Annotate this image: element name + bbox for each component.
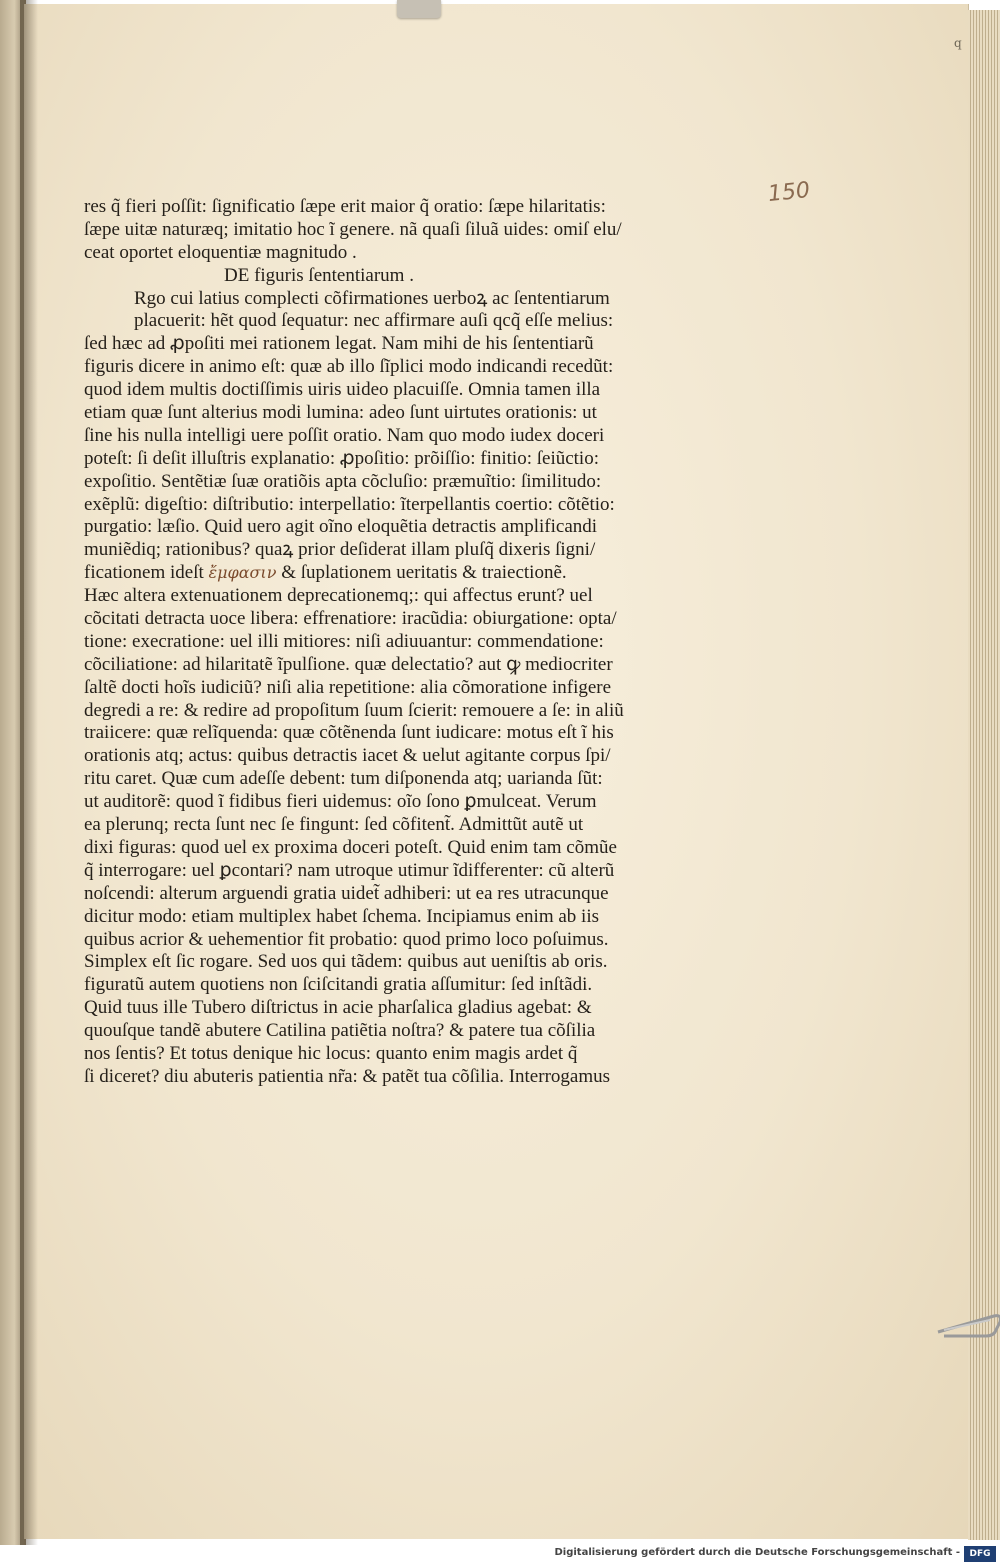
text-line: ſine his nulla intelligi uere poſſit oratio. Nam quo modo iudex doceri xyxy=(84,424,605,446)
text-line: poteſt: ſi deſit illuſtris explanatio: ꝓpoſitio: prõiſſio: finitio: ſeiũctio: xyxy=(84,447,599,469)
text-line: dicitur modo: etiam multiplex habet ſchema. Incipiamus enim ab iis xyxy=(84,905,599,927)
text-line: ſed hæc ad ꝓpoſiti mei rationem legat. Nam mihi de his ſententiarũ xyxy=(84,333,594,355)
text-line: ut auditorẽ: quod ĩ fidibus fieri uidemus: oĩo ſono ꝑmulceat. Verum xyxy=(84,791,597,813)
text-line: placuerit: hẽt quod ſequatur: nec affirmare auſi qcq̃ eſſe melius: xyxy=(134,310,614,332)
footer-bar xyxy=(0,1545,1000,1564)
text-line: muniẽdiq; rationibus? quaꝝ prior deſiderat illam pluſq̃ dixeris ſigni/ xyxy=(84,539,596,561)
text-line: nos ſentis? Et totus denique hic locus: quanto enim magis ardet q̃ xyxy=(84,1042,578,1064)
dfg-logo[interactable]: DFG xyxy=(964,1546,996,1562)
text-line: exẽplũ: digeſtio: diſtributio: interpellatio: ĩterpellantis coertio: cõtẽtio: xyxy=(84,493,615,515)
corner-mark: q xyxy=(954,36,962,50)
bookmark-tab xyxy=(397,0,441,18)
funding-credit: Digitalisierung gefördert durch die Deutsche Forschungsgemeinschaft - xyxy=(554,1547,960,1558)
text-line: quod idem multis doctiſſimis uiris uideo placuiſſe. Omnia tamen illa xyxy=(84,379,601,401)
text-line: q̃ interrogare: uel ꝑcontari? nam utroque utimur ĩdifferenter: cũ alterũ xyxy=(84,859,615,881)
text-line: quibus acrior & uehementior fit probatio: quod primo loco poſuimus. xyxy=(84,928,609,950)
text-line: degredi a re: & redire ad propoſitum ſuum ſcierit: remouere a ſe: in aliũ xyxy=(84,699,624,721)
folio-number: 150 xyxy=(766,177,812,208)
text-line: orationis atq; actus: quibus detractis iacet & uelut agitante corpus ſpi/ xyxy=(84,745,611,767)
text-line: figuratũ autem quotiens non ſciſcitandi gratia aſſumitur: ſed inſtãdi. xyxy=(84,974,593,996)
greek-annotation: ἔμφασιν xyxy=(208,563,277,583)
text-line: ritu caret. Quæ cum adeſſe debent: tum diſponenda atq; uarianda ſũt: xyxy=(84,768,603,790)
text-block xyxy=(84,196,724,1089)
text-line: ea plerunq; recta ſunt nec ſe fingunt: ſed cõfitent̃. Admittũt autẽ ut xyxy=(84,814,584,836)
text-line: ceat oportet eloquentiæ magnitudo . xyxy=(84,241,357,263)
text-segment: & ſuplationem ueritatis & traiectionẽ. xyxy=(281,562,567,584)
text-line: expoſitio. Sentẽtiæ ſuæ oratiõis apta cõcluſio: præmuĩtio: ſimilitudo: xyxy=(84,470,602,492)
text-line: purgatio: læſio. Quid uero agit oĩno eloquẽtia detractis amplificandi xyxy=(84,516,598,538)
text-line: ſaltẽ docti hoĩs iudiciũ? niſi alia repetitione: alia cõmoratione infigere xyxy=(84,676,612,698)
text-line: ſi diceret? diu abuteris patientia nr̃a: & patẽt tua cõſilia. Interrogamus xyxy=(84,1065,610,1087)
text-line: figuris dicere in animo eſt: quæ ab illo ſĩplici modo indicandi recedũt: xyxy=(84,356,614,378)
text-line: dixi figuras: quod uel ex proxima doceri poteſt. Quid enim tam cõmũe xyxy=(84,836,617,858)
text-line-with-annotation xyxy=(84,562,724,585)
section-heading: DE figuris ſententiarum . xyxy=(224,264,414,286)
paper-clip-icon xyxy=(934,1310,1000,1340)
text-line: Rgo cui latius complecti cõfirmationes uerboꝝ ac ſententiarum xyxy=(134,287,610,309)
text-line: quouſque tandẽ abutere Catilina patiẽtia noſtra? & patere tua cõſilia xyxy=(84,1020,596,1042)
text-line: res q̃ fieri poſſit: ſignificatio ſæpe erit maior q̃ oratio: ſæpe hilaritatis: xyxy=(84,196,606,217)
text-line: tione: execratione: uel illi mitiores: niſi adiuuantur: commendatione: xyxy=(84,630,604,652)
text-line: Simplex eſt ſic rogare. Sed uos qui tãdem: quibus aut ueniſtis ab oris. xyxy=(84,951,608,973)
text-line: Hæc altera extenuationem deprecationemq;: qui affectus erunt? uel xyxy=(84,585,593,607)
text-line: ſæpe uitæ naturæq; imitatio hoc ĩ genere. nã quaſi ſiluã uides: omiſ elu/ xyxy=(84,218,622,240)
text-line: noſcendi: alterum arguendi gratia uidet̃ adhiberi: ut ea res utracunque xyxy=(84,882,609,904)
text-line: cõcitati detracta uoce libera: effrenatiore: iracũdia: obiurgatione: opta/ xyxy=(84,608,617,630)
text-line: cõciliatione: ad hilaritatẽ ĩpulſione. quæ delectatio? aut ꝙ mediocriter xyxy=(84,653,613,675)
gutter-shadow xyxy=(20,0,38,1545)
text-line: Quid tuus ille Tubero diſtrictus in acie pharſalica gladius agebat: & xyxy=(84,997,592,1019)
text-line: etiam quæ ſunt alterius modi lumina: adeo ſunt uirtutes orationis: ut xyxy=(84,402,597,424)
text-segment: ficationem ideſt xyxy=(84,562,204,584)
text-line: traiicere: quæ relĩquenda: quæ cõtẽnenda ſunt iudicare: motus eſt ĩ his xyxy=(84,722,614,744)
